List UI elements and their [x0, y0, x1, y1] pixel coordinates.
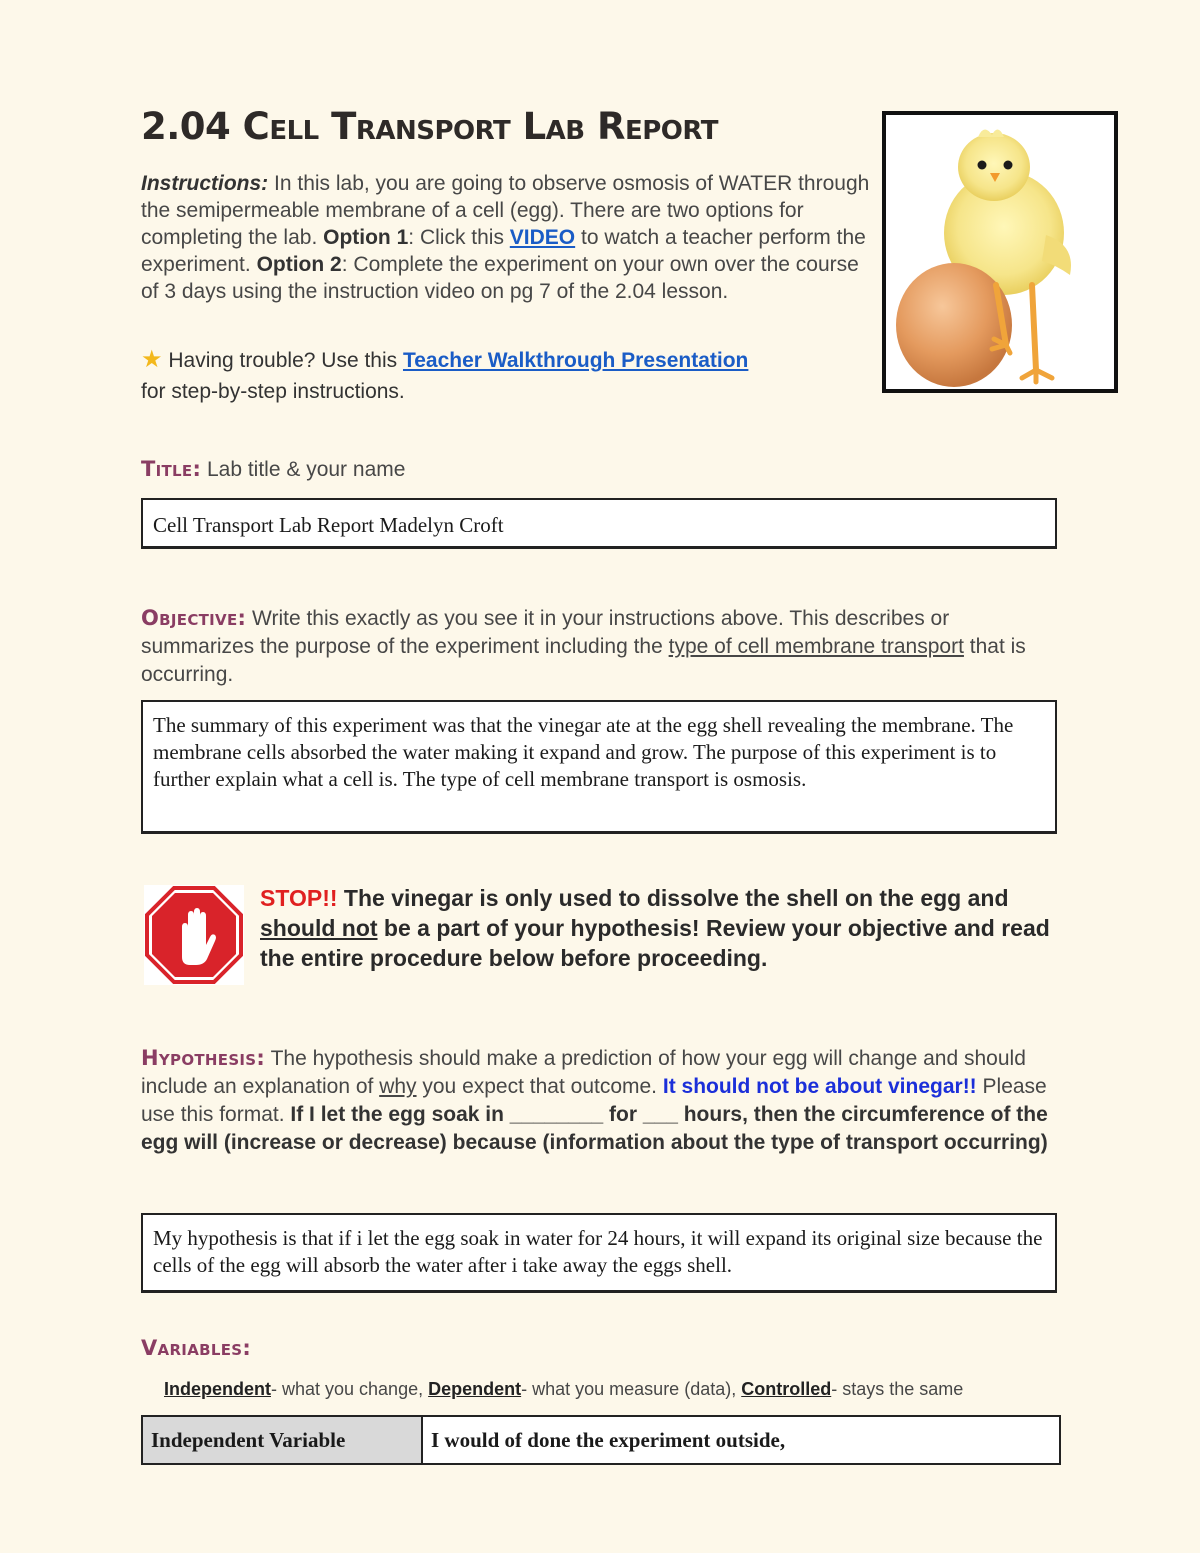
- variables-table: [141, 1415, 1061, 1465]
- stop-text: The vinegar is only used to dissolve the shell on the egg and: [337, 885, 1009, 911]
- hypothesis-format: If I let the egg soak in ________ for ___ hours, then the circumference of the egg will (increase or decrease) because (information about the type of transport occurring): [141, 1103, 1048, 1154]
- stop-underlined: should not: [260, 915, 378, 941]
- legend-text: - what you change,: [271, 1379, 429, 1399]
- trouble-note: [141, 344, 871, 407]
- title-answer-field[interactable]: Cell Transport Lab Report Madelyn Croft: [141, 498, 1057, 549]
- star-icon: ★: [141, 346, 163, 373]
- instructions-text: to watch a teacher perform the experiment.: [141, 226, 866, 276]
- chick-egg-photo: [882, 111, 1118, 393]
- controlled-term: Controlled: [741, 1379, 832, 1399]
- hypothesis-answer-field[interactable]: My hypothesis is that if i let the egg soak in water for 24 hours, it will expand its original size because the cells of the egg will absorb the water after i take away the eggs shell.: [141, 1213, 1057, 1293]
- objective-underlined: type of cell membrane transport: [668, 635, 964, 658]
- objective-text: that is occurring.: [141, 635, 1026, 686]
- objective-heading: Objective:: [141, 606, 247, 630]
- objective-answer-field[interactable]: The summary of this experiment was that the vinegar ate at the egg shell revealing the membrane. The membrane cells absorbed the water making it expand and grow. The purpose of this experiment is to further explain what a cell is. The type of cell membrane transport is osmosis.: [141, 700, 1057, 834]
- independent-variable-label: Independent Variable: [142, 1416, 422, 1464]
- hypothesis-text: you expect that outcome.: [416, 1075, 663, 1098]
- legend-text: - stays the same: [831, 1379, 964, 1399]
- variables-legend: [164, 1379, 1064, 1400]
- option1-label: Option 1: [323, 226, 409, 249]
- hypothesis-underlined: why: [379, 1075, 417, 1098]
- stop-text: be a part of your hypothesis! Review your objective and read the entire procedure below before proceeding.: [260, 915, 1050, 971]
- variables-heading: Variables:: [141, 1336, 252, 1360]
- video-link[interactable]: VIDEO: [509, 226, 576, 249]
- option2-label: Option 2: [256, 253, 342, 276]
- instructions-text: : Click this: [408, 226, 510, 249]
- objective-prompt: [141, 604, 1061, 689]
- stop-hand-icon: [144, 885, 244, 985]
- instructions-paragraph: [141, 170, 871, 305]
- instructions-text: In this lab, you are going to observe osmosis of WATER through the semipermeable membrane of a cell (egg). There are two options for completing the lab.: [141, 172, 870, 249]
- chick-illustration: [886, 115, 1114, 389]
- walkthrough-link[interactable]: Teacher Walkthrough Presentation: [402, 349, 749, 372]
- independent-term: Independent: [164, 1379, 271, 1399]
- hypothesis-text: The hypothesis should make a prediction of how your egg will change and should include an explanation of: [141, 1047, 1026, 1098]
- stop-notice: [260, 883, 1060, 973]
- independent-variable-field[interactable]: I would of done the experiment outside,: [422, 1416, 1060, 1464]
- legend-text: - what you measure (data),: [521, 1379, 742, 1399]
- hypothesis-heading: Hypothesis:: [141, 1046, 266, 1070]
- instructions-text: : Complete the experiment on your own over the course of 3 days using the instruction video on pg 7 of the 2.04 lesson.: [141, 253, 859, 303]
- title-prompt: [141, 455, 1061, 484]
- title-heading: Title:: [141, 457, 202, 481]
- trouble-text: Having trouble? Use this: [162, 349, 403, 372]
- trouble-text: for step-by-step instructions.: [141, 380, 405, 403]
- table-row: [142, 1416, 1060, 1464]
- hypothesis-prompt: [141, 1044, 1061, 1157]
- page-title: 2.04 Cell Transport Lab Report: [141, 105, 718, 148]
- title-hint: Lab title & your name: [201, 458, 406, 481]
- stop-label: STOP!!: [260, 885, 338, 911]
- variables-prompt: [141, 1334, 1061, 1363]
- dependent-term: Dependent: [428, 1379, 522, 1399]
- instructions-lead: Instructions:: [141, 172, 269, 195]
- hypothesis-text: Please use this format.: [141, 1075, 1047, 1126]
- objective-text: Write this exactly as you see it in your instructions above. This describes or summarizes the purpose of the experiment including the: [141, 607, 950, 658]
- vinegar-warning: It should not be about vinegar!!: [662, 1075, 977, 1098]
